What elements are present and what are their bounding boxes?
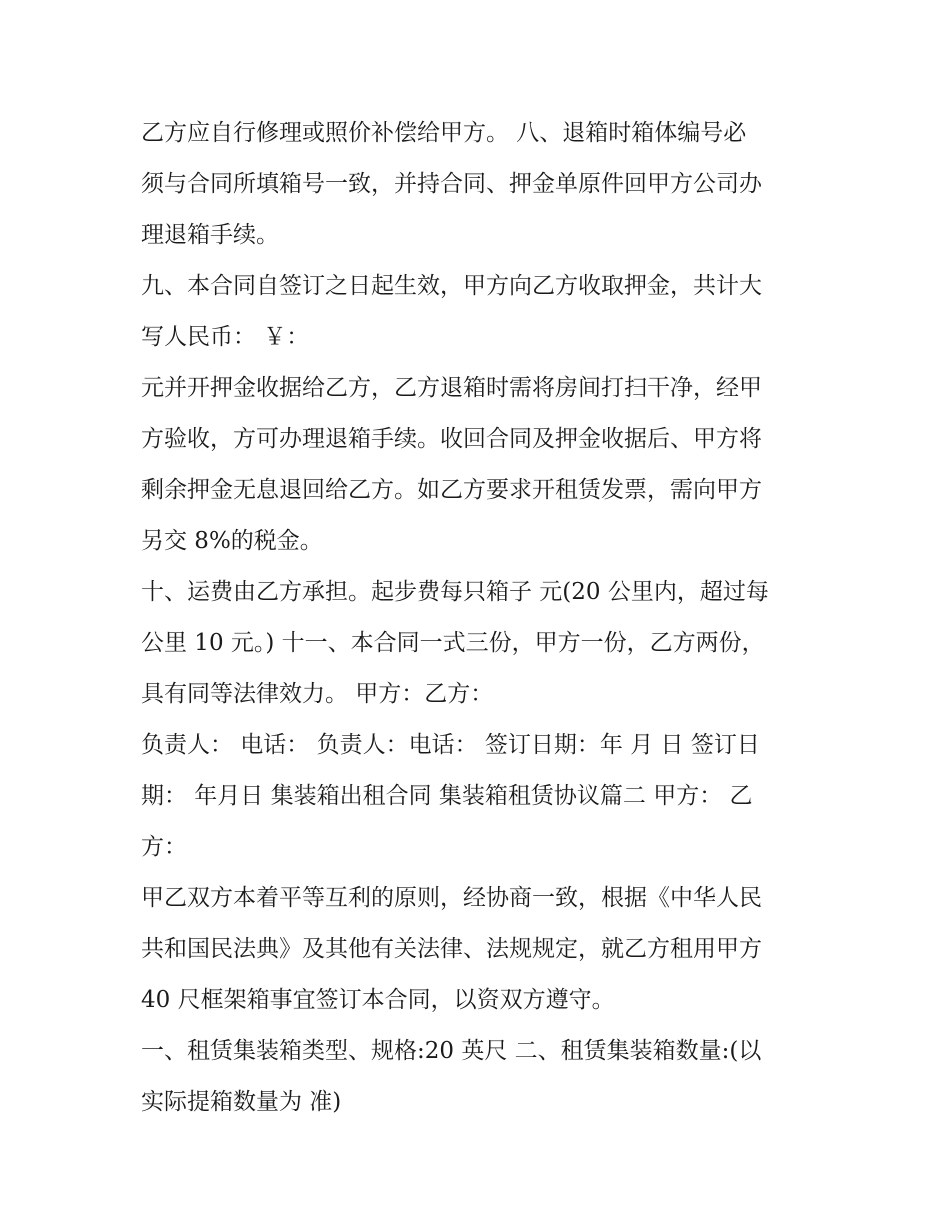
text-line: 方： [141,834,187,860]
text-line: 九、本合同自签订之日起生效，甲方向乙方收取押金，共计大 [141,273,762,299]
text-line: 乙方应自行修理或照价补偿给甲方。 八、退箱时箱体编号必 [141,120,747,146]
text-line: 实际提箱数量为 准) [141,1089,342,1115]
paragraph-clause-nine [141,261,821,363]
paragraph-container-spec [141,1026,821,1128]
text-line: 40 尺框架箱事宜签订本合同，以资双方遵守。 [141,987,615,1013]
text-line: 甲乙双方本着平等互利的原则，经协商一致，根据《中华人民 [141,885,762,911]
text-line: 一、租赁集装箱类型、规格:20 英尺 二、租赁集装箱数量:(以 [141,1038,762,1064]
text-line: 另交 8%的税金。 [141,528,323,554]
text-line: 共和国民法典》及其他有关法律、法规规定，就乙方租用甲方 [141,936,762,962]
text-line: 期： 年月日 集装箱出租合同 集装箱租赁协议篇二 甲方： 乙 [141,783,753,809]
text-line: 方验收，方可办理退箱手续。收回合同及押金收据后、甲方将 [141,426,762,452]
text-line: 须与合同所填箱号一致，并持合同、押金单原件回甲方公司办 [141,171,762,197]
text-line: 公里 10 元。) 十一、本合同一式三份，甲方一份，乙方两份， [141,630,765,656]
text-line: 具有同等法律效力。 甲方：乙方： [141,681,494,707]
paragraph-deposit-refund [141,363,821,567]
text-line: 元并开押金收据给乙方，乙方退箱时需将房间打扫干净，经甲 [141,375,762,401]
paragraph-return-terms [141,108,821,261]
paragraph-signatures [141,720,821,873]
text-line: 剩余押金无息退回给乙方。如乙方要求开租赁发票，需向甲方 [141,477,762,503]
text-line: 理退箱手续。 [141,222,279,248]
document-body [141,108,821,1128]
paragraph-clause-ten [141,567,821,720]
text-line: 写人民币： ￥： [141,324,310,350]
text-line: 十、运费由乙方承担。起步费每只箱子 元(20 公里内，超过每 [141,579,769,605]
paragraph-preamble [141,873,821,1026]
text-line: 负责人： 电话： 负责人：电话： 签订日期：年 月 日 签订日 [141,732,760,758]
